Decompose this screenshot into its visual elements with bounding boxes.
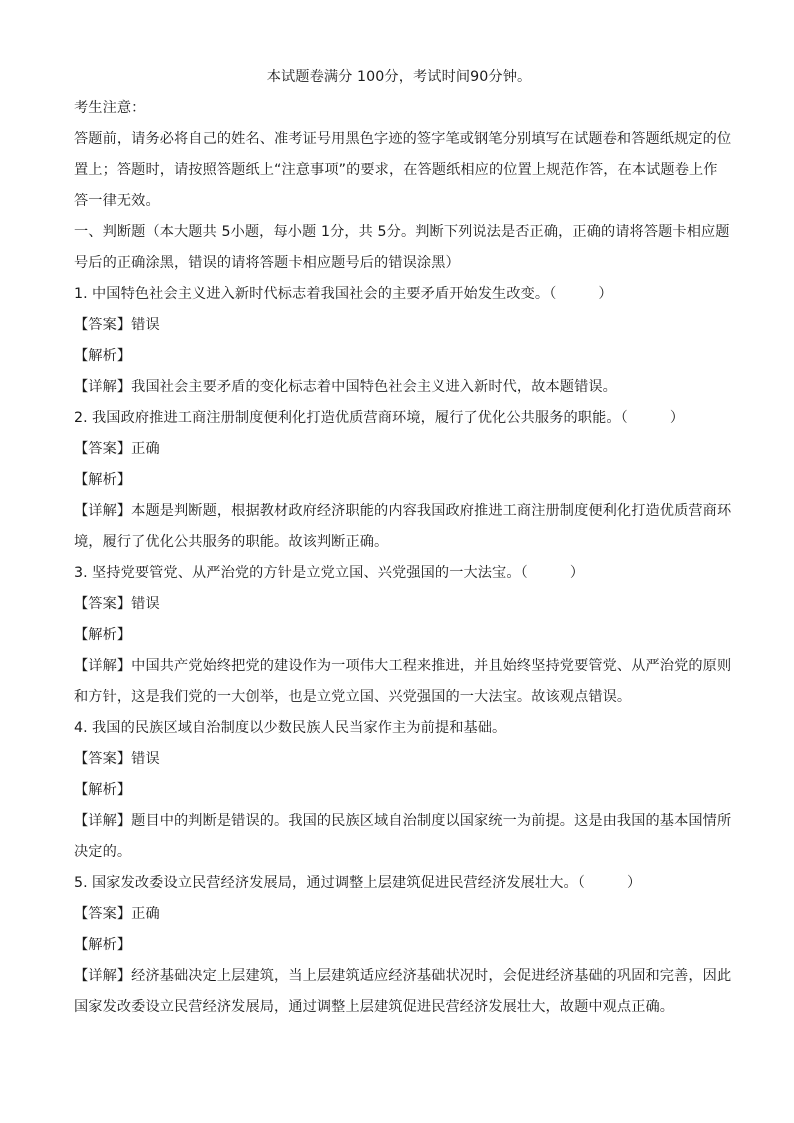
answer-value: 正确	[131, 441, 160, 457]
question-5	[74, 868, 724, 899]
detail-label: 【详解】	[74, 968, 132, 984]
detail-5-line-2: 国家发改委设立民营经济发展局，通过调整上层建筑促进民营经济发展壮大，故题中观点正确。	[74, 999, 675, 1015]
analysis-label: 【解析】	[74, 937, 132, 953]
instructions-line-3: 答一律无效。	[74, 193, 160, 209]
attention-title: 考生注意：	[74, 100, 146, 116]
detail-3-line-2: 和方针，这是我们党的一大创举，也是立党立国、兴党强国的一大法宝。故该观点错误。	[74, 689, 632, 705]
answer-label: 【答案】	[74, 906, 132, 922]
analysis-label: 【解析】	[74, 472, 132, 488]
question-stem: 国家发改委设立民营经济发展局，通过调整上层建筑促进民营经济发展壮大。（	[92, 875, 585, 891]
question-number: 5.	[74, 875, 88, 891]
question-close-paren: ）	[569, 565, 585, 581]
detail-3-line-1	[74, 651, 732, 682]
question-1	[74, 279, 724, 310]
section-title-line-1: 一、判断题（本大题共 5小题，每小题 1分，共 5分。判断下列说法是否正确，正确的请将答题卡相应题	[74, 224, 730, 240]
answer-5	[74, 899, 724, 930]
detail-text: 题目中的判断是错误的。我国的民族区域自治制度以国家统一为前提。这是由我国的基本国情所	[131, 813, 732, 829]
question-number: 2.	[74, 410, 88, 426]
question-2	[74, 403, 724, 434]
answer-value: 正确	[131, 906, 160, 922]
analysis-label: 【解析】	[74, 348, 132, 364]
question-4	[74, 713, 724, 744]
answer-value: 错误	[131, 317, 160, 333]
analysis-3	[74, 620, 724, 651]
answer-4	[74, 744, 724, 775]
answer-label: 【答案】	[74, 596, 132, 612]
detail-4-line-2: 决定的。	[74, 844, 132, 860]
exam-document	[74, 62, 732, 1023]
analysis-label: 【解析】	[74, 627, 132, 643]
analysis-1	[74, 341, 724, 372]
question-number: 4.	[74, 720, 88, 736]
detail-text: 我国社会主要矛盾的变化标志着中国特色社会主义进入新时代，故本题错误。	[131, 379, 617, 395]
detail-2-line-2: 境，履行了优化公共服务的职能。故该判断正确。	[74, 534, 389, 550]
analysis-5	[74, 930, 724, 961]
section-title-line-2: 号后的正确涂黑，错误的请将答题卡相应题号后的错误涂黑）	[74, 255, 460, 271]
detail-label: 【详解】	[74, 658, 132, 674]
question-3	[74, 558, 724, 589]
answer-2	[74, 434, 724, 465]
detail-text: 本题是判断题，根据教材政府经济职能的内容我国政府推进工商注册制度便利化打造优质营商环	[131, 503, 732, 519]
analysis-4	[74, 775, 724, 806]
answer-label: 【答案】	[74, 317, 132, 333]
question-close-paren: ）	[598, 286, 613, 302]
detail-1-line-1	[74, 372, 724, 403]
instructions-line-2: 置上；答题时，请按照答题纸上“注意事项”的要求，在答题纸相应的位置上规范作答，在本试题卷上作	[74, 162, 718, 178]
question-stem: 我国政府推进工商注册制度便利化打造优质营商环境，履行了优化公共服务的职能。（	[92, 410, 628, 426]
analysis-2	[74, 465, 724, 496]
answer-label: 【答案】	[74, 441, 132, 457]
answer-3	[74, 589, 724, 620]
question-stem: 我国的民族区域自治制度以少数民族人民当家作主为前提和基础。	[92, 720, 507, 736]
detail-text: 中国共产党始终把党的建设作为一项伟大工程来推进，并且始终坚持党要管党、从严治党的原则	[131, 658, 732, 674]
answer-1	[74, 310, 724, 341]
question-close-paren: ）	[626, 875, 642, 891]
detail-label: 【详解】	[74, 813, 132, 829]
instructions-line-1: 答题前，请务必将自己的姓名、准考证号用黑色字迹的签字笔或钢笔分别填写在试题卷和答题纸规定的位	[74, 131, 732, 147]
question-number: 1.	[74, 286, 88, 302]
detail-5-line-1	[74, 961, 732, 992]
question-close-paren: ）	[669, 410, 685, 426]
answer-label: 【答案】	[74, 751, 132, 767]
answer-value: 错误	[131, 596, 160, 612]
detail-4-line-1	[74, 806, 732, 837]
question-stem: 坚持党要管党、从严治党的方针是立党立国、兴党强国的一大法宝。（	[92, 565, 528, 581]
question-stem: 中国特色社会主义进入新时代标志着我国社会的主要矛盾开始发生改变。（	[92, 286, 557, 302]
detail-label: 【详解】	[74, 379, 132, 395]
question-number: 3.	[74, 565, 88, 581]
detail-text: 经济基础决定上层建筑，当上层建筑适应经济基础状况时，会促进经济基础的巩固和完善，因此	[131, 968, 732, 984]
analysis-label: 【解析】	[74, 782, 132, 798]
detail-label: 【详解】	[74, 503, 132, 519]
answer-value: 错误	[131, 751, 160, 767]
detail-2-line-1	[74, 496, 732, 527]
exam-notice: 本试题卷满分 100分，考试时间90分钟。	[266, 69, 532, 85]
